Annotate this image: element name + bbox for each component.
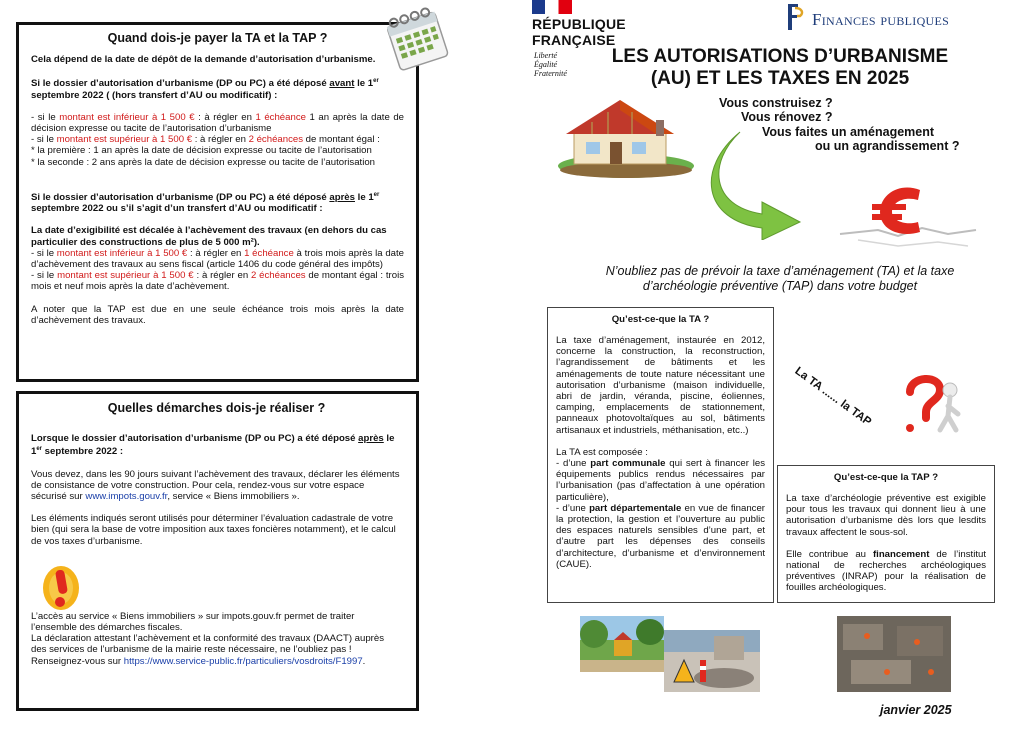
finances-publiques-logo xyxy=(782,2,982,34)
impots-link[interactable]: www.impots.gouv.fr xyxy=(85,491,168,502)
case2-rule-over-1500: - si le montant est supérieur à 1 500 € : à régler en 2 échéances de montant égal : trois mois et neuf mois après la date d’achèvement. xyxy=(31,270,405,293)
roadworks-photo xyxy=(664,630,760,692)
tap-financing: Elle contribue au financement de l’institut national de recherches archéologiques préventives (INRAP) pour la réalisation de fouilles archéologiques. xyxy=(786,548,986,594)
budget-reminder: N’oubliez pas de prévoir la taxe d’aménagement (TA) et la taxe d’archéologie préventive (TAP) dans votre budget xyxy=(605,264,955,293)
cadastral-evaluation-text: Les éléments indiqués seront utilisés pour déterminer l’évaluation cadastrale de votre bien (qui sera la base de votre imposition aux taxes foncières notamment), et le calcul de vos taxes d’urbanisme. xyxy=(31,513,396,547)
page-title xyxy=(590,46,970,90)
question-development: Vous faites un aménagement xyxy=(762,125,935,139)
procedures-box xyxy=(16,391,419,711)
ta-composition-intro: La TA est composée : xyxy=(556,446,648,458)
case2-due-date-rule: La date d’exigibilité est décalée à l’achèvement des travaux (en dehors du cas particulier des constructions de plus de 5 000 m²). xyxy=(31,225,387,248)
case1-rule-over-1500: - si le montant est supérieur à 1 500 € : à régler en 2 échéances de montant égal : xyxy=(31,134,380,146)
ta-departmental-part: - d’une part départementale en vue de financer la protection, la gestion et l’ouverture au public des espaces naturels sensibles d’une part, et d’autre part les dépenses des conseils d’architecture, d’urbanisme et d’environnement (CAUE). xyxy=(556,502,766,570)
question-mark-figure-icon xyxy=(896,372,966,434)
payment-intro: Cela dépend de la date de dépôt de la demande d’autorisation d’urbanisme. xyxy=(31,54,376,65)
title-line2: (AU) ET LES TAXES EN 2025 xyxy=(650,68,910,89)
question-build: Vous construisez ? xyxy=(719,96,833,110)
ta-tap-diagonal-label: La TA ...... la TAP xyxy=(792,365,874,429)
question-extension: ou un agrandissement ? xyxy=(815,139,960,153)
case-before-sept-2022: Si le dossier d’autorisation d’urbanisme (DP ou PC) a été déposé avant le 1er septembre 2022 ( (hors transfert d’AU ou modificatif) : xyxy=(31,78,379,101)
euro-icon xyxy=(838,176,978,256)
house-construction-illustration xyxy=(552,92,700,180)
payment-timing-heading: Quand dois-je payer la TA et la TAP ? xyxy=(107,31,328,45)
ta-heading: Qu’est-ce-que la TA ? xyxy=(611,314,710,325)
tap-single-installment-note: A noter que la TAP est due en une seule échéance trois mois après la date d’achèvement des travaux. xyxy=(31,303,404,326)
case-after-sept-2022: Si le dossier d’autorisation d’urbanisme (DP ou PC) a été déposé après le 1er septembre 2022 ou s’il s’agit d’un transfert d’AU ou modificatif : xyxy=(31,191,380,215)
green-arrow-icon xyxy=(700,128,804,240)
tap-heading: Qu’est-ce-que la TAP ? xyxy=(833,472,939,483)
rf-motto-liberte: Liberté xyxy=(534,51,558,60)
warning-exclamation-icon xyxy=(38,558,84,614)
archaeology-dig-photo xyxy=(837,616,951,692)
publication-date: janvier 2025 xyxy=(880,703,952,717)
service-public-line: Renseignez-vous sur https://www.service-public.fr/particuliers/vosdroits/F1997. xyxy=(31,655,366,667)
tap-box xyxy=(777,465,995,603)
marianne-flag-icon xyxy=(532,0,572,14)
ta-communal-part: - d’une part communale qui sert à financer les équipements publics rendus nécessaires par l’urbanisation (pas d’affectation à une opération particulière), xyxy=(556,458,765,503)
biens-immobiliers-text: L’accès au service « Biens immobiliers » sur impots.gouv.fr permet de traiter l’ensemble des démarches fiscales. xyxy=(31,610,355,634)
case1-rule-under-1500: - si le montant est inférieur à 1 500 € : à régler en 1 échéance 1 an après la date de décision expresse ou tacite de l’autorisation d’urbanisme xyxy=(31,111,404,134)
ta-box xyxy=(547,307,774,603)
procedures-intro: Lorsque le dossier d’autorisation d’urbanisme (DP ou PC) a été déposé après le 1er septembre 2022 : xyxy=(31,433,395,458)
ta-definition: La taxe d’aménagement, instaurée en 2012, concerne la construction, la reconstruction, l’agrandissement de bâtiments et les aménagements de toute nature nécessitant une autorisation d’urbanisme (maison individuelle, abri de jardin, véranda, piscine, éoliennes, camping, emplacements de stationnement, panneaux photovoltaïques au sol, bâtiments artisanaux et industriels, méthanisation, etc..) xyxy=(556,335,765,436)
rf-line1: RÉPUBLIQUE xyxy=(532,16,626,32)
case1-first-installment: * la première : 1 an après la date de décision expresse ou tacite de l’autorisation xyxy=(31,145,372,157)
title-line1: LES AUTORISATIONS D’URBANISME xyxy=(611,46,949,67)
playground-photo xyxy=(580,616,664,672)
payment-timing-box xyxy=(16,22,419,382)
fp-emblem-icon xyxy=(782,2,808,32)
calendar-icon xyxy=(384,4,452,74)
rf-motto-fraternite: Fraternité xyxy=(534,69,567,78)
procedures-heading: Quelles démarches dois-je réaliser ? xyxy=(107,401,326,415)
rf-motto-egalite: Égalité xyxy=(534,60,558,69)
case1-second-installment: * la seconde : 2 ans après la date de décision expresse ou tacite de l’autorisation xyxy=(31,156,375,168)
declare-within-90-days: Vous devez, dans les 90 jours suivant l’achèvement des travaux, déclarer les éléments de consistance de votre construction. Pour cela, rendez-vous sur votre espace sécurisé sur www.impots.gouv.fr, service « Biens immobiliers ». xyxy=(31,468,400,502)
tap-definition: La taxe d’archéologie préventive est exigible pour tous les travaux qui donnent lieu à une autorisation d’urbanisme dès lors que lesdits travaux affectent le sous-sol. xyxy=(786,493,986,538)
fp-brand-text: Finances publiques xyxy=(812,10,950,29)
question-renovate: Vous rénovez ? xyxy=(741,110,833,124)
daact-text: La déclaration attestant l’achèvement et la conformité des travaux (DAACT) auprès des services de l’urbanisme de la mairie reste nécessaire, ne l’oubliez pas ! xyxy=(31,633,385,656)
service-public-link[interactable]: https://www.service-public.fr/particuliers/vosdroits/F1997 xyxy=(123,655,363,667)
case2-rule-under-1500: - si le montant est inférieur à 1 500 € : à régler en 1 échéance à trois mois après la date d’achèvement des travaux au sens fiscal (article 1406 du code général des impôts) xyxy=(31,247,405,271)
rf-line2: FRANÇAISE xyxy=(532,32,616,48)
